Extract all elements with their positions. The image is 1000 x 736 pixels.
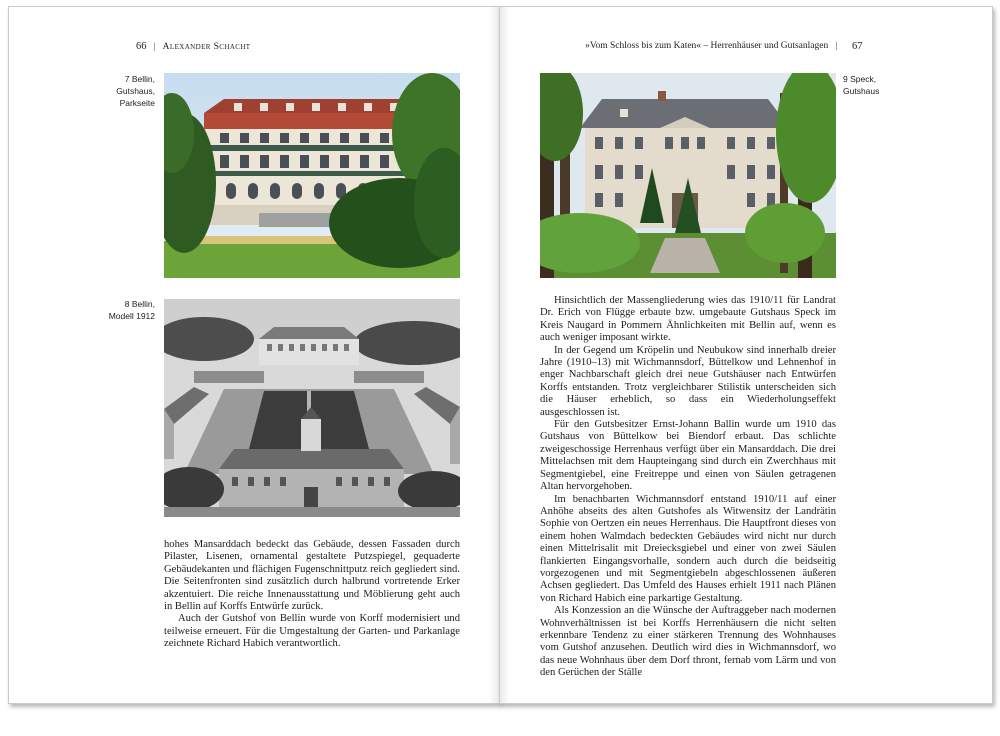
photo-speck-gutshaus [540, 73, 836, 278]
paragraph: Auch der Gutshof von Bellin wurde von Korff modernisiert und teilweise erneuert. Für die Umgestaltung der Garten- und Parkanlage zeichnete Richard Habich verantwortlich. [164, 613, 460, 650]
book-spread [8, 6, 992, 704]
paragraph: In der Gegend um Kröpelin und Neubukow sind innerhalb dreier Jahre (1910–13) mit Wichmannsdorf, Büttelkow und Lehnenhof in enger Nachbarschaft gleich drei neue Gutshäuser nach Entwürfen Korffs entstanden. Trotz vergleichbarer Stilistik unterscheiden sich die Häuser erheblich, so dass ein Wiederholungseffekt ausgeschlossen ist. [540, 344, 836, 418]
paragraph: hohes Mansarddach bedeckt das Gebäude, dessen Fassaden durch Pilaster, Lisenen, ornamental gestaltete Putzspiegel, gequaderte Gebäudekanten und flächigen Fugenschnittputz reich gegliedert sind. Die Seitenfronten sind zusätzlich durch halbrund vortretende Erker akzentuiert. Die reiche Innenausstattung und Möblierung geht auch in Bellin auf Korffs Entwürfe zurück. [164, 539, 460, 613]
gutter-shadow [489, 7, 499, 703]
figure-caption-8: 8 Bellin, Modell 1912 [108, 299, 155, 321]
author-name: Alexander Schacht [162, 42, 251, 52]
figure-caption-9: 9 Speck, Gutshaus [843, 74, 880, 96]
paragraph: Für den Gutsbesitzer Ernst-Johann Ballin wurde um 1910 das Gutshaus von Büttelkow bei Biendorf erbaut. Das schlichte zweigeschossige Herrenhaus verfügt über ein Mansarddach. Die drei Mittelachsen mit dem Haupteingang sind durch ein Zwerchhaus mit Segmentgiebel, eine Freitreppe und einen von Säulen getragenen Altan hervorgehoben. [540, 419, 836, 493]
header-separator: | [153, 42, 156, 52]
paragraph: Hinsichtlich der Massengliederung wies das 1910/11 für Landrat Dr. Erich von Flügge erbaute bzw. umgebaute Gutshaus Speck im Kreis Naugard in Pommern Ähnlichkeiten mit Bellin auf, wenn es auch weniger imposant wirkte. [540, 295, 836, 344]
body-text-left [164, 539, 460, 651]
running-head-right [585, 41, 842, 51]
page-number-right [852, 41, 863, 52]
header-separator: | [835, 41, 838, 51]
photo-bellin-park-side [164, 73, 460, 278]
page-number: 67 [852, 41, 863, 52]
chapter-title: »Vom Schloss bis zum Katen« – Herrenhäuser und Gutsanlagen [585, 41, 829, 51]
running-head-left [136, 41, 250, 52]
left-page [8, 6, 500, 704]
gutter-shadow [500, 7, 510, 703]
body-text-right [540, 295, 836, 680]
photo-bellin-model-1912 [164, 299, 460, 517]
paragraph: Als Konzession an die Wünsche der Auftraggeber nach modernen Wohnverhältnissen ist bei Korffs Herrenhäusern die nicht selten erkennbare Tendenz zu einer stärkeren Trennung des Wohnhauses vom Gutshof anzusehen. Deutlich wird dies in Wichmannsdorf, wo das neue Wohnhaus über dem Dorf thront, fernab vom Lärm und von den Gerüchen der Ställe [540, 605, 836, 679]
figure-caption-7: 7 Bellin, Gutshaus, Parkseite [116, 74, 155, 108]
paragraph: Im benachbarten Wichmannsdorf entstand 1910/11 auf einer Anhöhe abseits des alten Gutshofes als Witwensitz der Landrätin Sophie von Oertzen ein neues Herrenhaus. Die Hauptfront dieses von einem hohen Walmdach bedeckten Gebäudes wird nicht nur durch einen Mittelrisalit mit Dreiecksgiebel und einer von zwei Säulen flankierten Eingangsvorhalle, sondern auch durch die beidseitig vorgezogenen und mit Segmentgiebeln abgeschlossenen äußeren Achsen gegliedert. Das Umfeld des Hauses erhielt 1911 nach Plänen von Richard Habich eine parkartige Gestaltung. [540, 493, 836, 604]
page-number: 66 [136, 41, 147, 52]
right-page [499, 6, 993, 704]
